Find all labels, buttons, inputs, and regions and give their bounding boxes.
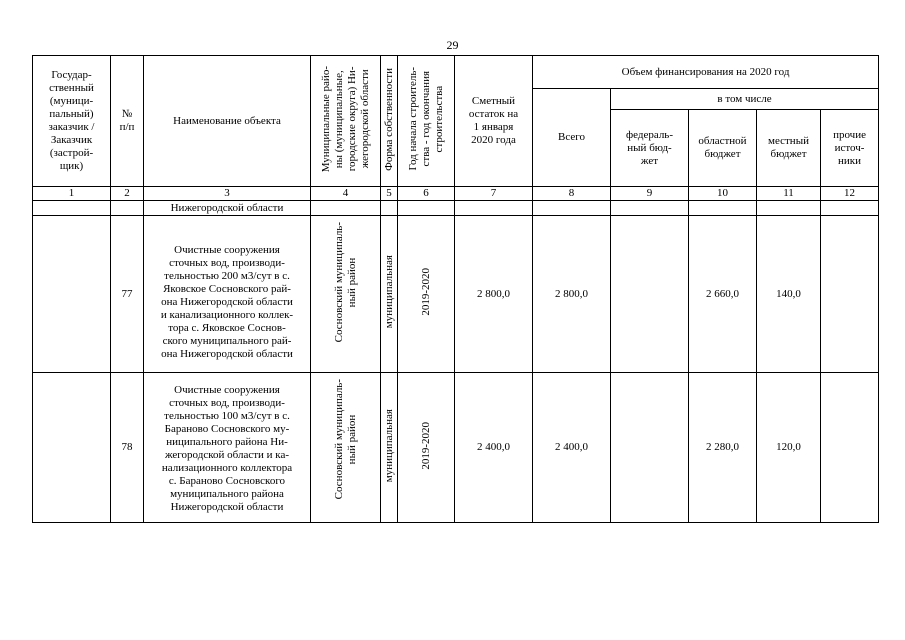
column-number: 7 xyxy=(455,187,533,201)
table-row xyxy=(33,216,879,373)
text-line: муниципального района xyxy=(170,487,284,500)
table-row xyxy=(33,373,879,523)
local: 140,0 xyxy=(757,216,821,373)
text-line: бюджет xyxy=(770,148,807,160)
header-funding-volume: Объем финансирования на 2020 год xyxy=(533,56,879,89)
text-line: тора с. Яковское Соснов- xyxy=(168,321,286,334)
other xyxy=(821,216,879,373)
text-line: тельностью 100 м3/сут в с. xyxy=(164,409,290,422)
text-line: п/п xyxy=(119,121,135,133)
estimated-balance: 2 800,0 xyxy=(455,216,533,373)
ownership: муниципальная xyxy=(381,216,398,373)
text-line: местный xyxy=(768,135,809,147)
page-number: 29 xyxy=(446,38,459,52)
funding-table xyxy=(32,55,879,523)
estimated-balance: 2 400,0 xyxy=(455,373,533,523)
text-line: Бараново Сосновского му- xyxy=(164,422,290,435)
text-line: Государ- xyxy=(51,69,92,81)
text-line: бюджет xyxy=(704,148,741,160)
text-line: остаток на xyxy=(468,108,519,120)
text-line: областной xyxy=(698,135,747,147)
column-number: 3 xyxy=(144,187,311,201)
continuation-text: Нижегородской области xyxy=(144,201,311,216)
text-line: Нижегородской области xyxy=(170,500,284,513)
text-line: (муници- xyxy=(49,95,94,107)
text-line: ниципального района Ни- xyxy=(166,435,288,448)
header-number xyxy=(111,56,144,187)
other xyxy=(821,373,879,523)
text-line: ный район xyxy=(345,414,358,464)
column-number: 5 xyxy=(381,187,398,201)
text-line: строительства xyxy=(432,85,445,153)
header-total: Всего xyxy=(533,89,611,187)
column-number: 8 xyxy=(533,187,611,201)
text-line: Сметный xyxy=(471,95,516,107)
header-object-name: Наименование объекта xyxy=(144,56,311,187)
header-local xyxy=(757,110,821,187)
text-line: жет xyxy=(640,154,659,167)
header-estimated-balance xyxy=(455,56,533,187)
header-years xyxy=(398,56,455,187)
header-customer xyxy=(33,56,111,187)
district xyxy=(311,373,381,523)
text-line: Муниципальные райо- xyxy=(319,65,332,173)
text-line: городские округа) Ни- xyxy=(345,66,358,172)
text-line: Заказчик xyxy=(50,134,93,146)
text-line: она Нижегородской области xyxy=(161,347,293,360)
text-line: 1 января xyxy=(473,121,514,133)
text-line: пальный) xyxy=(49,108,94,120)
header-regional xyxy=(689,110,757,187)
text-line: ный район xyxy=(345,257,358,307)
header-municipal-districts xyxy=(311,56,381,187)
column-number: 11 xyxy=(757,187,821,201)
text-line: и канализационного коллек- xyxy=(160,308,294,321)
column-number: 9 xyxy=(611,187,689,201)
text-line: Очистные сооружения xyxy=(174,243,280,256)
text-line: федераль- xyxy=(626,128,673,141)
header-ownership: Форма собственности xyxy=(381,56,398,187)
header-federal xyxy=(611,110,689,187)
text-line: ства - год окончания xyxy=(419,71,432,167)
column-number: 1 xyxy=(33,187,111,201)
total: 2 400,0 xyxy=(533,373,611,523)
federal xyxy=(611,216,689,373)
column-number: 10 xyxy=(689,187,757,201)
federal xyxy=(611,373,689,523)
text-line: сточных вод, производи- xyxy=(169,396,285,409)
text-line: ского муниципального рай- xyxy=(162,334,292,347)
text-line: Год начала строитель- xyxy=(406,67,419,171)
text-line: заказчик / xyxy=(48,121,95,133)
text-line: она Нижегородской области xyxy=(161,295,293,308)
text-line: ный бюд- xyxy=(627,141,672,154)
column-number: 6 xyxy=(398,187,455,201)
header-other xyxy=(821,110,879,187)
text-line: ственный xyxy=(49,82,94,94)
header-including: в том числе xyxy=(611,89,879,110)
object-name xyxy=(144,216,311,373)
row-number: 78 xyxy=(111,373,144,523)
regional: 2 660,0 xyxy=(689,216,757,373)
district xyxy=(311,216,381,373)
text-line: Очистные сооружения xyxy=(174,383,280,396)
text-line: нализационного коллектора xyxy=(161,461,293,474)
object-name xyxy=(144,373,311,523)
text-line: прочие xyxy=(833,128,866,141)
text-line: жегородской области и ка- xyxy=(164,448,290,461)
text-line: ны (муниципальные, xyxy=(332,70,345,168)
total: 2 800,0 xyxy=(533,216,611,373)
text-line: источ- xyxy=(834,141,865,154)
text-line: (застрой- xyxy=(49,147,94,159)
text-line: тельностью 200 м3/сут в с. xyxy=(164,269,290,282)
column-number: 2 xyxy=(111,187,144,201)
text-line: ники xyxy=(838,154,862,167)
ownership: муниципальная xyxy=(381,373,398,523)
row-number: 77 xyxy=(111,216,144,373)
regional: 2 280,0 xyxy=(689,373,757,523)
years: 2019-2020 xyxy=(398,216,455,373)
text-line: жегородской области xyxy=(358,69,371,169)
text-line: щик) xyxy=(59,160,84,172)
local: 120,0 xyxy=(757,373,821,523)
column-number: 4 xyxy=(311,187,381,201)
text-line: № xyxy=(121,108,133,120)
column-number: 12 xyxy=(821,187,879,201)
text-line: Яковское Сосновского рай- xyxy=(163,282,291,295)
text-line: 2020 года xyxy=(471,134,516,146)
text-line: Сосновский муниципаль- xyxy=(332,222,345,343)
text-line: сточных вод, производи- xyxy=(169,256,285,269)
text-line: с. Бараново Сосновского xyxy=(168,474,286,487)
text-line: Сосновский муниципаль- xyxy=(332,379,345,500)
years: 2019-2020 xyxy=(398,373,455,523)
